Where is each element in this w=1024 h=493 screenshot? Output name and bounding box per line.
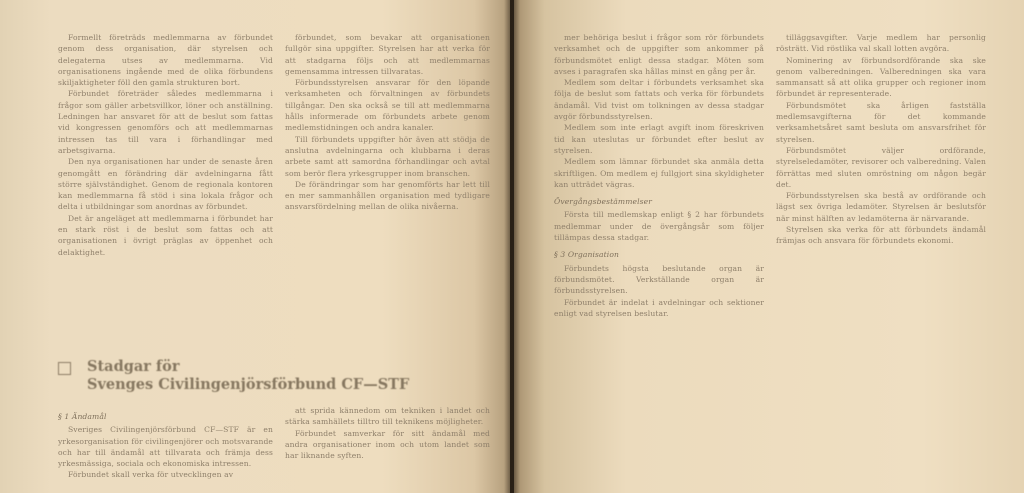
- paragraph: Förbundet är indelat i avdelningar och sektioner enligt vad styrelsen beslutar.: [554, 297, 764, 318]
- right-page-column-2: [776, 32, 986, 493]
- paragraph: Nominering av förbundsordförande ska ske genom valberedningen. Valberedningen ska vara sammansatt så att olika grupper och regioner inom förbundet är representerade.: [776, 55, 986, 99]
- paragraph: Medlem som inte erlagt avgift inom föreskriven tid kan uteslutas ur förbundet efter beslut av styrelsen.: [554, 123, 764, 155]
- paragraph: Till förbundets uppgifter hör även att stödja de anslutna avdelningarna och klubbarna i deras arbete samt att samordna förhandlingar och avtal som berör flera yrkesgrupper inom branschen.: [285, 134, 490, 178]
- paragraph: Förbundet företräder således medlemmarna i frågor som gäller arbetsvillkor, löner och anställning. Ledningen har ansvaret för att de beslut som fattas vid kongressen genomförs och att medlemmarnas intressen tas till vara i förhandlingar med arbetsgivarna.: [58, 89, 273, 155]
- paragraph: att sprida kännedom om tekniken i landet och stärka samhällets tilltro till teknikens möjligheter.: [285, 406, 490, 427]
- paragraph: Första till medlemskap enligt § 2 har förbundets medlemmar under de övergångsår som följer tillämpas dessa stadgar.: [554, 210, 764, 243]
- right-page: [514, 0, 1024, 493]
- paragraph: tilläggsavgifter. Varje medlem har personlig rösträtt. Vid röstlika val skall lotten avgöra.: [776, 33, 986, 54]
- left-page-column-4: [285, 405, 490, 493]
- subheading: § 3 Organisation: [554, 250, 619, 260]
- paragraph: Det är angeläget att medlemmarna i förbundet har en stark röst i de beslut som fattas och att organisationen i övrigt präglas av öppenhet och delaktighet.: [58, 213, 273, 257]
- paragraph: Förbundets högsta beslutande organ är förbundsmötet. Verkställande organ är förbundsstyrelsen.: [554, 263, 764, 296]
- section-title-line-2: Svenges Civilingenjörsförbund CF—STF: [87, 376, 410, 393]
- paragraph: Förbundet skall verka för utvecklingen av: [68, 470, 234, 480]
- checkbox-icon: [58, 362, 71, 375]
- paragraph: Förbundsstyrelsen ska bestå av ordförande och lägst sex övriga ledamöter. Styrelsen är beslutsför när minst hälften av ledamöterna är närvarande.: [776, 191, 986, 223]
- paragraph: Sveriges Civilingenjörsförbund CF—STF är en yrkesorganisation för civilingenjörer och motsvarande och har till ändamål att tillvarata och främja dess yrkesmässiga, sociala och ekonomiska intressen.: [58, 425, 273, 469]
- paragraph: Förbundet samverkar för sitt ändamål med andra organisationer inom och utom landet som har liknande syften.: [285, 428, 490, 461]
- left-page-column-3: [58, 405, 273, 493]
- left-page-column-2: [285, 32, 490, 337]
- left-page: [0, 0, 510, 493]
- paragraph: Styrelsen ska verka för att förbundets ändamål främjas och ansvara för förbundets ekonomi.: [776, 225, 986, 246]
- paragraph: förbundet, som bevakar att organisationen fullgör sina uppgifter. Styrelsen har att verka för att stadgarna följs och att medlemmarnas gemensamma intressen tillvaratas.: [285, 33, 490, 76]
- paragraph: mer behöriga beslut i frågor som rör förbundets verksamhet och de uppgifter som ankommer på förbundsmötet enligt dessa stadgar. Möten som avses i paragrafen ska hållas minst en gång per år.: [554, 33, 764, 76]
- paragraph: Formellt företräds medlemmarna av förbundet genom dess organisation, där styrelsen och delegaterna utses av medlemmarna. Vid organisationens ingående med de olika förbundens skiljaktigheter föll den gamla strukturen bort.: [58, 33, 273, 88]
- paragraph: De förändringar som har genomförts har lett till en mer sammanhållen organisation med tydligare ansvarsfördelning mellan de olika nivåerna.: [285, 179, 490, 212]
- paragraph: Förbundsmötet väljer ordförande, styrelseledamöter, revisorer och valberedning. Valen förrättas med sluten omröstning om någon begär det.: [776, 145, 986, 189]
- right-page-column-1: [554, 32, 764, 493]
- paragraph: Medlem som deltar i förbundets verksamhet ska följa de beslut som fattats och verka för förbundets ändamål. Vid tvist om tolkningen av dessa stadgar avgör förbundsstyrelsen.: [554, 78, 764, 122]
- paragraph: Medlem som lämnar förbundet ska anmäla detta skriftligen. Om medlem ej fullgjort sina skyldigheter kan utträdet vägras.: [554, 157, 764, 189]
- paragraph: Den nya organisationen har under de senaste åren genomgått en förändring där avdelningarna fått större självständighet. Genom de regionala kontoren kan medlemmarna få stöd i sina lokala frågor och delta i utbildningar som anordnas av förbundet.: [58, 157, 273, 212]
- paragraph: Förbundsmötet ska årligen fastställa medlemsavgifterna för det kommande verksamhetsåret samt besluta om ansvarsfrihet för styrelsen.: [776, 100, 986, 144]
- book-gutter: [504, 0, 520, 493]
- paragraph-heading: § 1 Ändamål: [58, 412, 107, 421]
- paragraph: Förbundsstyrelsen ansvarar för den löpande verksamheten och förvaltningen av förbundets tillgångar. Den ska också se till att medlemmarna hålls informerade om förbundets arbete genom medlemstidningen och andra kanaler.: [285, 78, 490, 133]
- subheading: Övergångsbestämmelser: [554, 197, 652, 207]
- section-title-line-1: Stadgar för: [87, 358, 180, 375]
- left-page-column-1: [58, 32, 273, 337]
- section-title: [58, 357, 498, 405]
